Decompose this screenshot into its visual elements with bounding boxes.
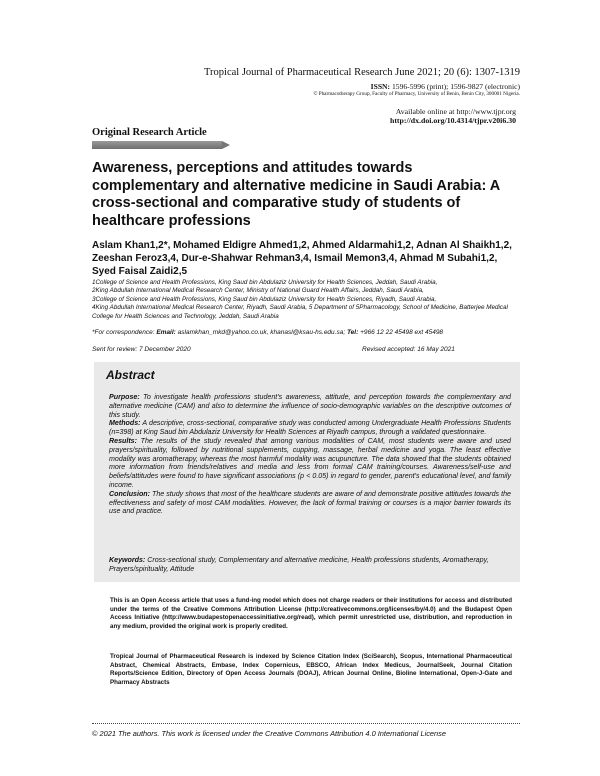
abstract-results	[109, 437, 511, 490]
article-title: Awareness, perceptions and attitudes towards complementary and alternative medicine in Saudi Arabia: A cross-sectional and comparative study of students of healthcare professions	[92, 160, 500, 229]
available-online: Available online at http://www.tjpr.org	[395, 107, 516, 116]
article-type: Original Research Article	[92, 127, 207, 138]
abstract-heading: Abstract	[106, 368, 155, 382]
keywords-text: Cross-sectional study, Complementary and alternative medicine, Health professions students, Aromatherapy, Prayers/spirituality, Attitude	[109, 556, 489, 573]
footer-divider	[92, 723, 520, 724]
abstract-methods	[109, 419, 511, 437]
correspondence	[92, 329, 522, 336]
publisher-note: © Pharmacotherapy Group, Faculty of Pharmacy, University of Benin, Benin City, 300001 Nigeria.	[313, 91, 520, 97]
methods-text: A descriptive, cross-sectional, comparative study was conducted among Undergraduate Health Professions Students (n=398) at King Saud bin Abdulaziz University for Health Sciences at Riyadh campus, through a validated questionnaire.	[109, 419, 511, 437]
issn-line	[90, 82, 520, 91]
license-statement: This is an Open Access article that uses a fund-ing model which does not charge readers or their institutions for access and distributed under the terms of the Creative Commons Attribution License (http://creativecommons.org/licenses/by/4.0) and the Budapest Open Access Initiative (http://www.budapestopenaccessinitiative.org/read), which permit unrestricted use, distribution, and reproduction in any medium, provided the original work is properly credited.	[110, 597, 512, 630]
accepted-date: Revised accepted: 16 May 2021	[362, 346, 455, 353]
affiliation-item: 2King Abdullah International Medical Research Center, Ministry of National Guard Health Affairs, Jeddah, Saudi Arabia,	[92, 287, 424, 295]
keywords-label: Keywords:	[109, 556, 146, 564]
article-type-bar	[92, 141, 222, 149]
purpose-label: Purpose:	[109, 393, 140, 401]
affiliation-item: 3College of Science and Health Professions, King Saud bin Abdulaziz University for Health Sciences, Riyadh, Saudi Arabia,	[92, 295, 437, 303]
journal-header: Tropical Journal of Pharmaceutical Research June 2021; 20 (6): 1307-1319	[204, 67, 520, 78]
correspondence-label: *For correspondence:	[92, 329, 155, 336]
conclusion-label: Conclusion:	[109, 489, 150, 498]
conclusion-text: The study shows that most of the healthcare students are aware of and demonstrate positive attitudes towards the effectiveness and safety of most CAM modalities. However, the lack of formal training or courses is a major barrier towards its use and practice.	[109, 489, 511, 516]
issn-value: 1596-5996 (print); 1596-9827 (electronic)	[391, 82, 520, 91]
affiliations	[92, 279, 522, 321]
abstract-body	[109, 393, 511, 516]
arrow-right-icon	[222, 141, 230, 149]
results-text: The results of the study revealed that among various modalities of CAM, most students were aware and used prayers/spirituality, followed by nutritional supplements, cupping, massage, herbal medicine and yoga. The least effective modality was aromatherapy, whereas the most harmful modality was acupuncture. The data showed that the students obtained more information from friends/relatives and media and less from formal CAM training/courses. Awareness/self-use and beliefs/attitudes were found to have significant associations (p < 0.05) in regard to gender, parent's educational level, and family income.	[109, 436, 511, 489]
abstract-purpose	[109, 393, 511, 419]
results-label: Results:	[109, 436, 137, 445]
indexing-statement: Tropical Journal of Pharmaceutical Research is indexed by Science Citation Index (SciSearch), Scopus, International Pharmaceutical Abstract, Chemical Abstracts, Embase, Index Copernicus, EBSCO, African Index Medicus, JournalSeek, Journal Citation Reports/Science Edition, Directory of Open Access Journals (DOAJ), African Journal Online, Bioline International, Open-J-Gate and Pharmacy Abstracts	[110, 653, 512, 686]
tel-label: Tel:	[346, 329, 359, 336]
doi-link[interactable]: http://dx.doi.org/10.4314/tjpr.v20i6.30	[390, 116, 516, 125]
purpose-text: To investigate health professions student's awareness, attitude, and perception towards the complementary and alternative medicine (CAM) and also to determine the influence of socio-demographic variables on the descriptive outcomes of this study.	[109, 393, 511, 419]
affiliation-item: 4King Abdullah International Medical Research Center, Riyadh, Saudi Arabia, 5 Department of 5Pharmacology, School of Medicine, Batterjee Medical College for Health Sciences and Technology, Jeddah, Saudi Arabia	[92, 304, 508, 320]
issn-label: ISSN:	[370, 82, 391, 91]
methods-label: Methods:	[109, 419, 141, 428]
footer-license: © 2021 The authors. This work is licensed under the Creative Commons Attribution 4.0 International License	[92, 729, 446, 738]
keywords	[109, 556, 511, 574]
affiliation-item: 1College of Science and Health Professions, King Saud bin Abdulaziz University for Health Sciences, Jeddah, Saudi Arabia,	[92, 279, 438, 286]
email-addresses[interactable]: aslamkhan_mkd@yahoo.co.uk, khanasl@ksau-hs.edu.sa;	[177, 329, 346, 336]
sent-date: Sent for review: 7 December 2020	[92, 346, 191, 353]
abstract-conclusion	[109, 490, 511, 516]
telephone: +966 12 22 45498 ext 45498	[360, 329, 444, 336]
email-label: Email:	[156, 329, 176, 336]
author-list: Aslam Khan1,2*, Mohamed Eldigre Ahmed1,2, Ahmed Aldarmahi1,2, Adnan Al Shaikh1,2, Zeeshan Feroz3,4, Dur-e-Shahwar Rehman3,4, Ismail Memon3,4, Ahmad M Subahi1,2, Syed Faisal Zaidi2,5	[92, 240, 512, 277]
